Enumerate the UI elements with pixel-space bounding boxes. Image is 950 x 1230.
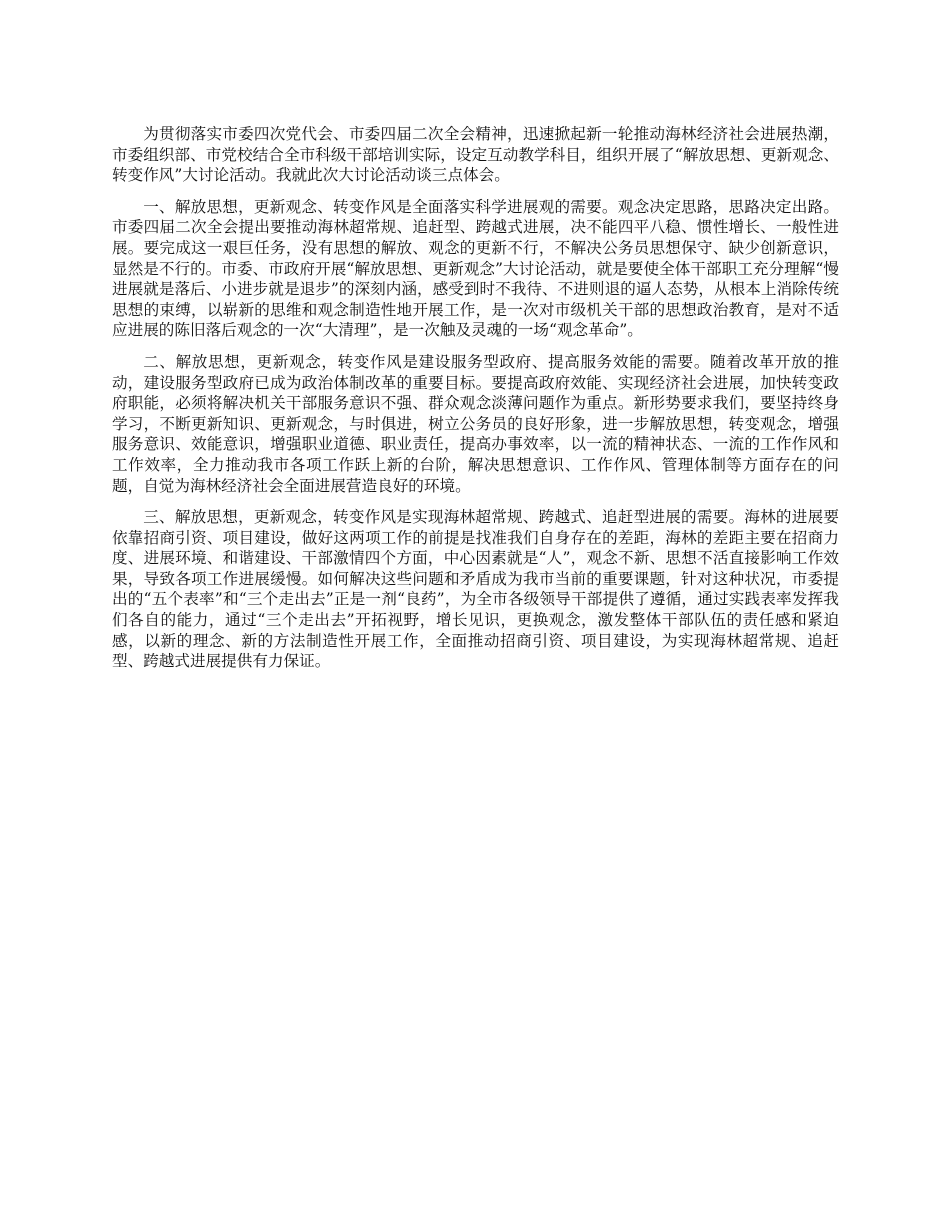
point-one-paragraph: 一、解放思想，更新观念、转变作风是全面落实科学进展观的需要。观念决定思路，思路决定出路。市委四届二次全会提出要推动海林超常规、追赶型、跨越式进展，决不能四平八稳、惯性增长、一般性进展。要完成这一艰巨任务，没有思想的解放、观念的更新不行，不解决公务员思想保守、缺少创新意识，显然是不行的。市委、市政府开展“解放思想、更新观念”大讨论活动，就是要使全体干部职工充分理解“慢进展就是落后、小进步就是退步”的深刻内涵，感受到时不我待、不进则退的逼人态势，从根本上消除传统思想的束缚，以崭新的思维和观念制造性地开展工作，是一次对市级机关干部的思想政治教育，是对不适应进展的陈旧落后观念的一次“大清理”，是一次触及灵魂的一场“观念革命”。: [112, 197, 839, 340]
point-three-paragraph: 三、解放思想，更新观念，转变作风是实现海林超常规、跨越式、追赶型进展的需要。海林的进展要依靠招商引资、项目建设，做好这两项工作的前提是找准我们自身存在的差距，海林的差距主要在招商力度、进展环境、和谐建设、干部激情四个方面，中心因素就是“人”，观念不新、思想不活直接影响工作效果，导致各项工作进展缓慢。如何解决这些问题和矛盾成为我市当前的重要课题，针对这种状况，市委提出的“五个表率”和“三个走出去”正是一剂“良药”，为全市各级领导干部提供了遵循，通过实践表率发挥我们各自的能力，通过“三个走出去”开拓视野，增长见识，更换观念，激发整体干部队伍的责任感和紧迫感，以新的理念、新的方法制造性开展工作，全面推动招商引资、项目建设，为实现海林超常规、追赶型、跨越式进展提供有力保证。: [112, 508, 839, 671]
intro-paragraph: 为贯彻落实市委四次党代会、市委四届二次全会精神，迅速掀起新一轮推动海林经济社会进展热潮，市委组织部、市党校结合全市科级干部培训实际，设定互动教学科目，组织开展了“解放思想、更新观念、转变作风”大讨论活动。我就此次大讨论活动谈三点体会。: [112, 125, 839, 185]
document-body: [112, 124, 839, 683]
point-two-paragraph: 二、解放思想，更新观念，转变作风是建设服务型政府、提高服务效能的需要。随着改革开放的推动，建设服务型政府已成为政治体制改革的重要目标。要提高政府效能、实现经济社会进展，加快转变政府职能，必须将解决机关干部服务意识不强、群众观念淡薄问题作为重点。新形势要求我们，要坚持终身学习，不断更新知识、更新观念，与时俱进，树立公务员的良好形象，进一步解放思想，转变观念，增强服务意识、效能意识，增强职业道德、职业责任，提高办事效率，以一流的精神状态、一流的工作作风和工作效率，全力推动我市各项工作跃上新的台阶，解决思想意识、工作作风、管理体制等方面存在的问题，自觉为海林经济社会全面进展营造良好的环境。: [112, 352, 839, 495]
